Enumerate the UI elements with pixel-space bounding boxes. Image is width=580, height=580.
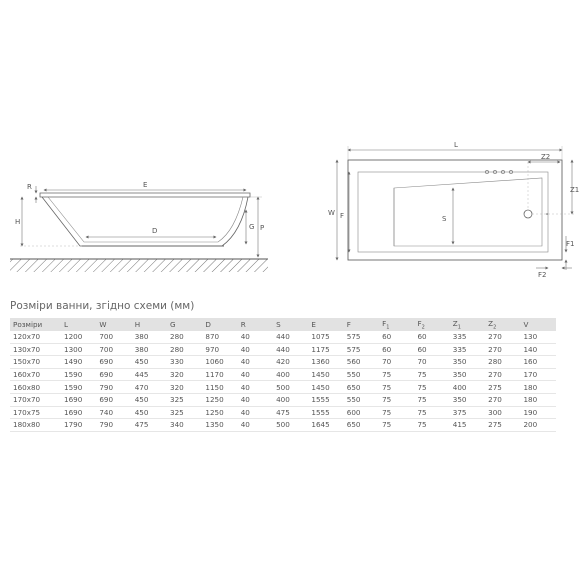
column-header <box>273 318 308 331</box>
table-cell: 1555 <box>311 407 330 417</box>
column-header-main: W <box>99 320 107 329</box>
table-cell: 1075 <box>311 332 330 342</box>
label-p: P <box>260 224 265 232</box>
table-cell: 475 <box>276 407 290 417</box>
table-cell: 690 <box>99 395 114 405</box>
column-header <box>96 318 131 331</box>
table-cell: 375 <box>452 407 467 417</box>
table-cell: 75 <box>382 407 392 417</box>
label-r: R <box>27 183 32 191</box>
table-cell: 60 <box>382 344 392 354</box>
tub-outer-rect <box>348 160 562 260</box>
table-cell: 1350 <box>205 420 224 430</box>
column-header <box>308 318 343 331</box>
table-cell: 160x80 <box>13 382 41 392</box>
label-d: D <box>152 227 158 235</box>
table-cell: 1200 <box>64 332 83 342</box>
table-cell: 270 <box>488 370 502 380</box>
table-cell: 690 <box>99 370 114 380</box>
table-cell: 1360 <box>311 357 330 367</box>
drain-circle <box>524 210 532 218</box>
table-cell: 275 <box>488 420 502 430</box>
column-header-main: F <box>346 320 351 329</box>
table-cell: 790 <box>99 382 114 392</box>
table-cell: 1170 <box>205 370 224 380</box>
table-cell: 60 <box>417 344 427 354</box>
column-header-sub: 1 <box>457 324 461 331</box>
table-cell: 400 <box>276 395 290 405</box>
table-cell: 1450 <box>311 382 330 392</box>
table-cell: 650 <box>346 382 361 392</box>
table-cell: 75 <box>417 395 427 405</box>
table-cell: 120x70 <box>13 332 41 342</box>
drain-dot <box>546 213 548 215</box>
table-cell: 275 <box>488 382 502 392</box>
column-header <box>450 318 485 331</box>
table-cell: 440 <box>276 344 290 354</box>
table-row <box>10 419 556 432</box>
table-cell: 470 <box>134 382 149 392</box>
table-header-row <box>10 318 556 331</box>
table-cell: 325 <box>170 407 184 417</box>
table-row <box>10 331 556 343</box>
table-cell: 870 <box>205 332 220 342</box>
table-cell: 320 <box>170 382 184 392</box>
table-cell: 200 <box>523 420 538 430</box>
table-cell: 1150 <box>205 382 224 392</box>
table-cell: 400 <box>452 382 467 392</box>
column-header-main: E <box>311 320 316 329</box>
table-cell: 60 <box>417 332 427 342</box>
column-header <box>344 318 379 331</box>
column-header-main: V <box>523 320 529 329</box>
table-cell: 40 <box>240 344 250 354</box>
table-cell: 1250 <box>205 395 224 405</box>
table-cell: 600 <box>346 407 361 417</box>
table-cell: 1590 <box>64 370 83 380</box>
table-cell: 560 <box>346 357 361 367</box>
table-cell: 75 <box>382 370 392 380</box>
table-cell: 130x70 <box>13 344 41 354</box>
table-cell: 40 <box>240 395 250 405</box>
column-header-main: Z <box>452 318 458 328</box>
column-header <box>379 318 414 331</box>
table-cell: 160x70 <box>13 370 41 380</box>
table-row <box>10 406 556 419</box>
column-header-main: S <box>276 320 281 329</box>
table-cell: 575 <box>346 344 361 354</box>
table-cell: 75 <box>417 420 427 430</box>
column-header <box>132 318 167 331</box>
table-row <box>10 381 556 394</box>
table-cell: 40 <box>240 407 250 417</box>
label-g: G <box>249 223 255 231</box>
table-row <box>10 343 556 356</box>
table-cell: 440 <box>276 332 290 342</box>
table-title: Розміри ванни, згідно схеми (мм) <box>10 300 195 312</box>
label-w: W <box>328 209 335 217</box>
table-cell: 500 <box>276 420 290 430</box>
table-cell: 350 <box>452 395 467 405</box>
table-cell: 1450 <box>311 370 330 380</box>
table-cell: 60 <box>382 332 392 342</box>
table-cell: 475 <box>134 420 149 430</box>
table-cell: 1590 <box>64 382 83 392</box>
table-cell: 500 <box>276 382 290 392</box>
table-cell: 1790 <box>64 420 83 430</box>
table-cell: 790 <box>99 420 114 430</box>
table-cell: 180 <box>523 382 538 392</box>
table-cell: 180x80 <box>13 420 41 430</box>
table-cell: 1060 <box>205 357 224 367</box>
column-header-main: H <box>134 320 141 329</box>
table-row <box>10 368 556 381</box>
column-header-sub: 1 <box>386 324 390 331</box>
table-cell: 170x75 <box>13 407 41 417</box>
label-f: F <box>340 212 345 220</box>
table-cell: 400 <box>276 370 290 380</box>
table-cell: 650 <box>346 420 361 430</box>
table-cell: 270 <box>488 395 502 405</box>
tub-body-outline <box>42 197 248 246</box>
label-z2: Z2 <box>541 153 551 161</box>
table-cell: 70 <box>382 357 392 367</box>
column-header <box>238 318 273 331</box>
label-s: S <box>442 215 447 223</box>
table-cell: 70 <box>417 357 427 367</box>
column-header-main: R <box>240 320 246 329</box>
table-cell: 1690 <box>64 407 83 417</box>
dimensions-table <box>10 318 556 432</box>
table-cell: 180 <box>523 395 538 405</box>
table-cell: 1555 <box>311 395 330 405</box>
label-h: H <box>15 218 21 226</box>
table-cell: 150x70 <box>13 357 41 367</box>
label-f1: F1 <box>566 240 575 248</box>
table-cell: 380 <box>134 344 149 354</box>
column-header-main: F <box>382 318 387 328</box>
table-cell: 270 <box>488 344 502 354</box>
table-cell: 970 <box>205 344 220 354</box>
table-cell: 130 <box>523 332 538 342</box>
table-cell: 40 <box>240 332 250 342</box>
table-cell: 280 <box>488 357 502 367</box>
table-cell: 160 <box>523 357 538 367</box>
table-cell: 190 <box>523 407 538 417</box>
table-cell: 450 <box>134 357 149 367</box>
column-header-main: D <box>205 320 211 329</box>
table-cell: 450 <box>134 395 149 405</box>
tub-inner-outline <box>48 197 243 242</box>
table-cell: 280 <box>170 332 184 342</box>
column-header <box>202 318 237 331</box>
column-header <box>10 318 61 331</box>
floor-hatch <box>10 259 268 272</box>
tub-basin <box>394 178 542 246</box>
table-cell: 40 <box>240 357 250 367</box>
column-header <box>485 318 520 331</box>
table-cell: 575 <box>346 332 361 342</box>
side-view <box>10 181 268 272</box>
table-cell: 140 <box>523 344 538 354</box>
table-cell: 740 <box>99 407 114 417</box>
label-f2: F2 <box>538 271 547 279</box>
table-cell: 270 <box>488 332 502 342</box>
column-header <box>167 318 202 331</box>
table-cell: 170 <box>523 370 538 380</box>
table-cell: 1175 <box>311 344 330 354</box>
table-cell: 550 <box>346 370 361 380</box>
table-cell: 1690 <box>64 395 83 405</box>
table-cell: 335 <box>452 344 467 354</box>
table-cell: 330 <box>170 357 184 367</box>
table-cell: 700 <box>99 344 114 354</box>
table-cell: 75 <box>382 395 392 405</box>
table-body <box>10 331 556 431</box>
table-cell: 75 <box>417 382 427 392</box>
table-cell: 170x70 <box>13 395 41 405</box>
tub-rim <box>40 193 250 197</box>
label-e: E <box>143 181 148 189</box>
table-cell: 550 <box>346 395 361 405</box>
table-cell: 40 <box>240 370 250 380</box>
table-row <box>10 393 556 406</box>
table-cell: 280 <box>170 344 184 354</box>
table-cell: 450 <box>134 407 149 417</box>
label-l: L <box>454 141 458 149</box>
table-cell: 1490 <box>64 357 83 367</box>
table-cell: 335 <box>452 332 467 342</box>
table-cell: 445 <box>134 370 149 380</box>
column-header <box>520 318 556 331</box>
label-z1: Z1 <box>570 186 580 194</box>
table-cell: 420 <box>276 357 290 367</box>
table-cell: 320 <box>170 370 184 380</box>
table-cell: 350 <box>452 357 467 367</box>
column-header <box>61 318 96 331</box>
column-header-sub: 2 <box>493 324 497 331</box>
table-cell: 325 <box>170 395 184 405</box>
table-cell: 690 <box>99 357 114 367</box>
table-cell: 415 <box>452 420 467 430</box>
table-cell: 40 <box>240 382 250 392</box>
column-header-main: Розміри <box>13 320 43 329</box>
column-header-sub: 2 <box>421 324 425 331</box>
column-header-main: F <box>417 318 422 328</box>
column-header <box>414 318 449 331</box>
column-header-main: L <box>64 320 69 329</box>
table-cell: 1300 <box>64 344 83 354</box>
table-cell: 350 <box>452 370 467 380</box>
table-cell: 75 <box>382 382 392 392</box>
table-cell: 380 <box>134 332 149 342</box>
table-cell: 340 <box>170 420 184 430</box>
column-header-main: G <box>170 320 176 329</box>
table-cell: 1645 <box>311 420 330 430</box>
table-cell: 40 <box>240 420 250 430</box>
table-cell: 300 <box>488 407 502 417</box>
table-cell: 75 <box>417 370 427 380</box>
table-cell: 75 <box>382 420 392 430</box>
column-header-main: Z <box>488 318 494 328</box>
table-cell: 700 <box>99 332 114 342</box>
table-cell: 75 <box>417 407 427 417</box>
table-row <box>10 356 556 369</box>
top-view <box>328 141 579 279</box>
table-cell: 1250 <box>205 407 224 417</box>
